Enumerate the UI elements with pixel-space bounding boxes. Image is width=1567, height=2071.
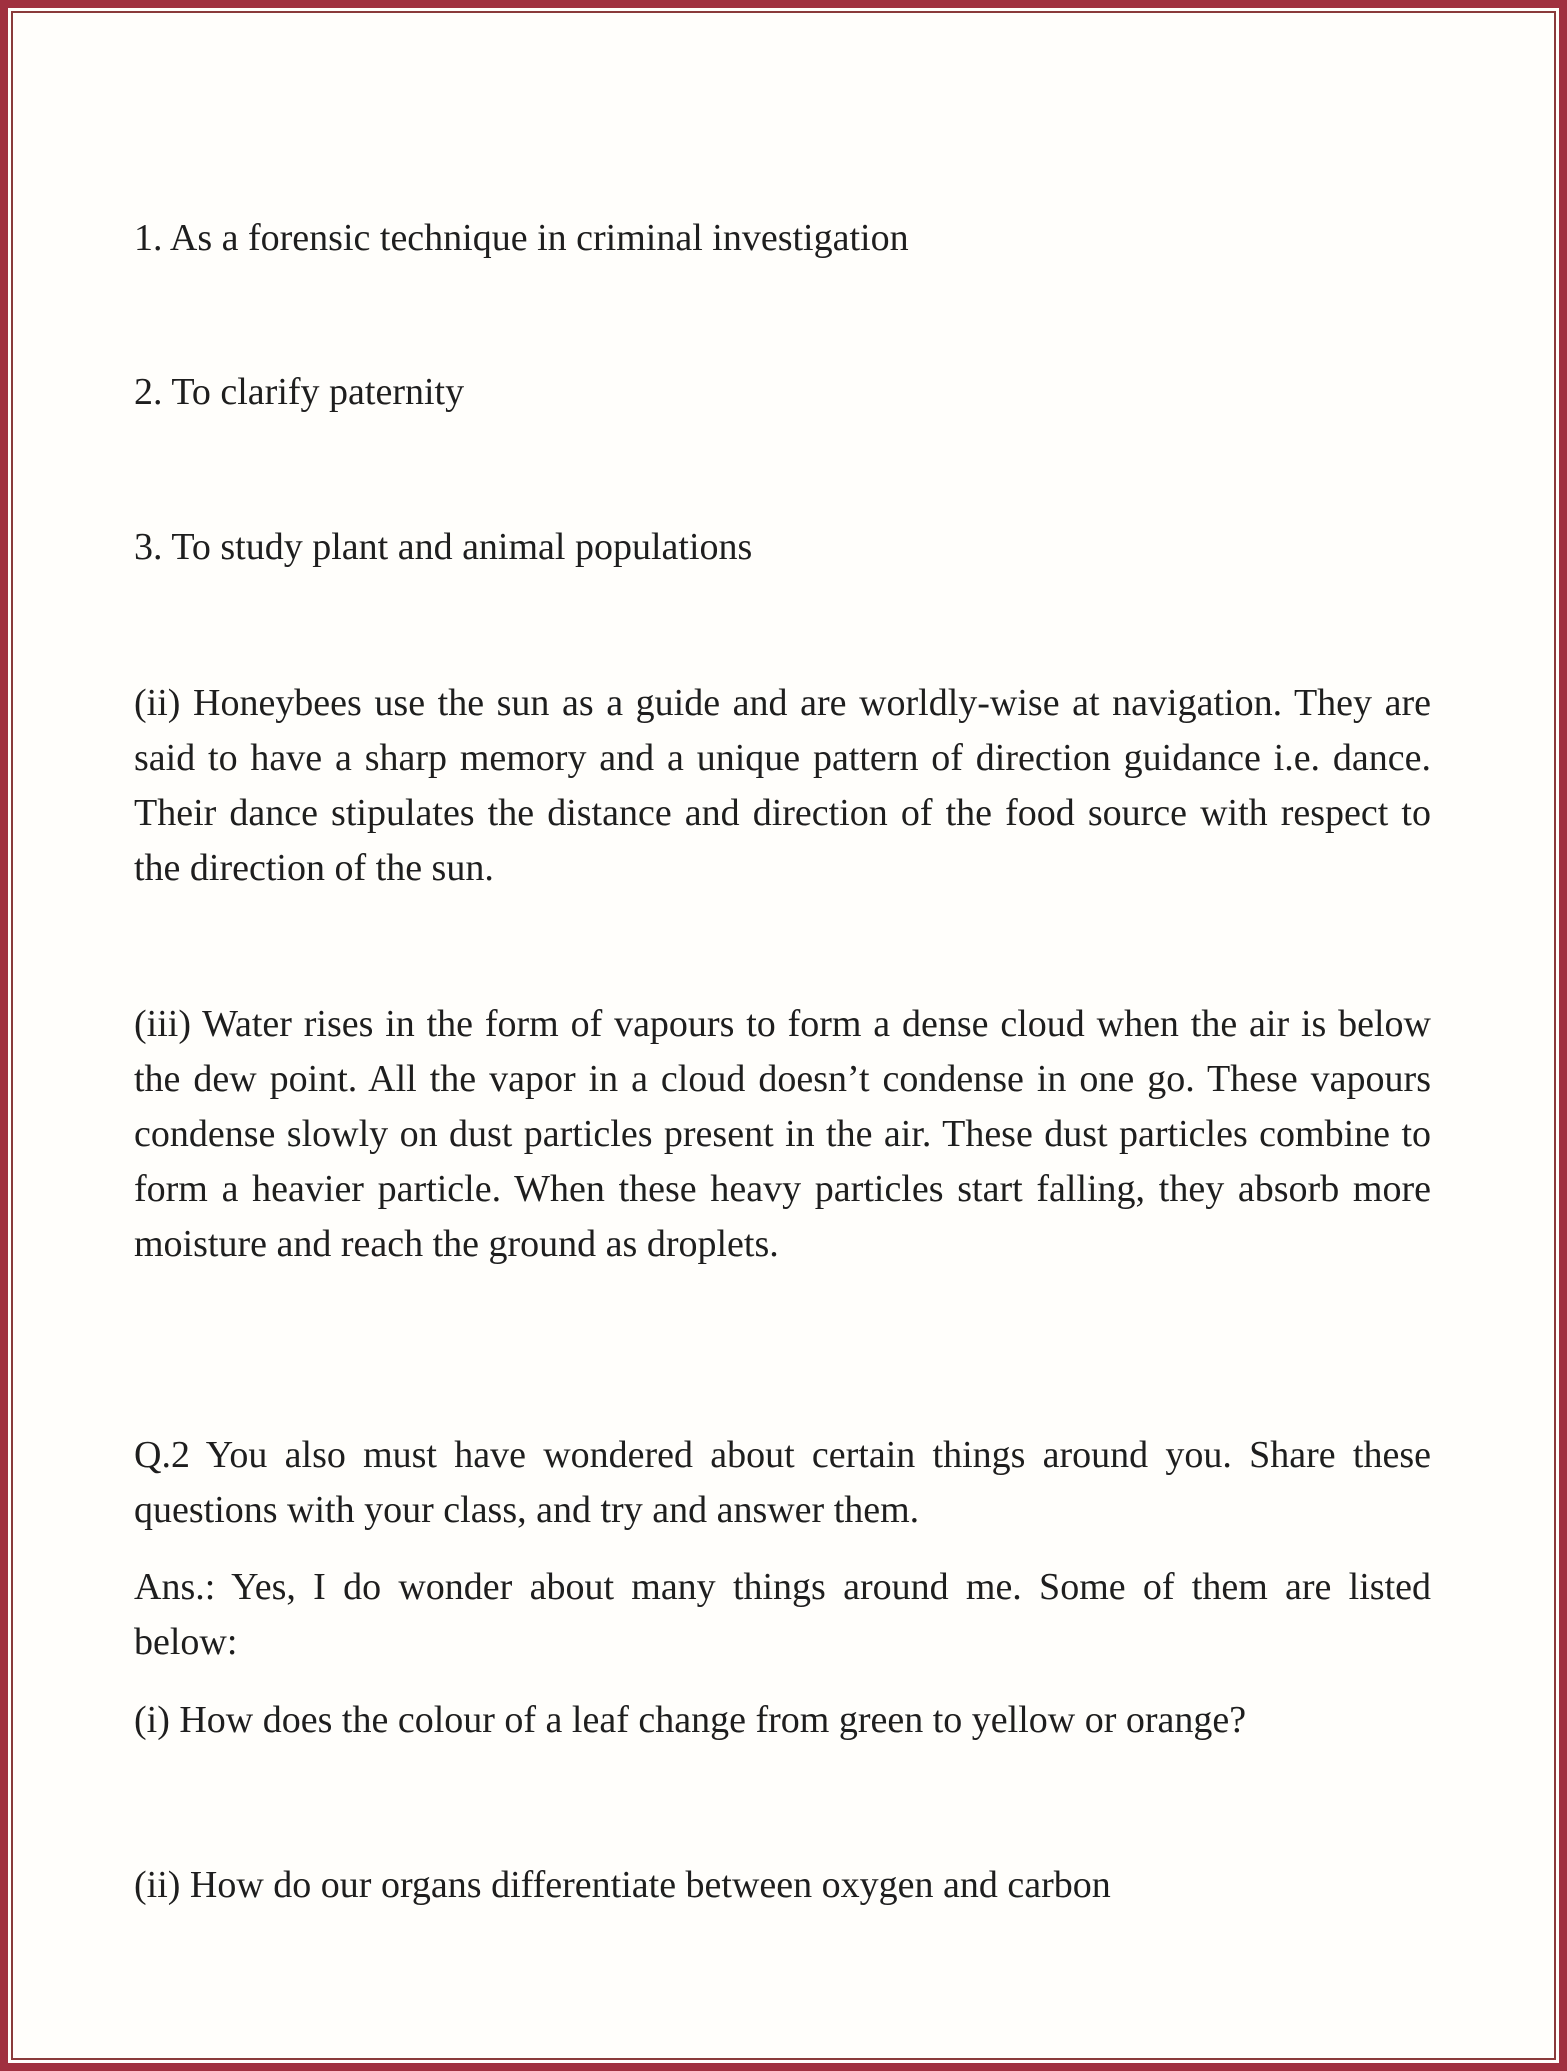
paragraph-ii: (ii) Honeybees use the sun as a guide and are worldly-wise at navigation. They are said to have a sharp memory and a unique pattern of direction guidance i.e. dance. Their dance stipulates the distance and direction of the food source with respect to the direction of the sun. (134, 682, 1431, 889)
answer-intro: Ans.: Yes, I do wonder about many things around me. Some of them are listed below: (134, 1566, 1431, 1663)
paragraph-iii: (iii) Water rises in the form of vapours to form a dense cloud when the air is below the dew point. All the vapor in a cloud doesn’t condense in one go. These vapours condense slowly on dust particles present in the air. These dust particles combine to form a heavier particle. When these heavy particles start falling, they absorb more moisture and reach the ground as droplets. (134, 1003, 1431, 1265)
list-item-1: 1. As a forensic technique in criminal investigation (134, 217, 909, 259)
question-2: Q.2 You also must have wondered about certain things around you. Share these questions with your class, and try and answer them. (134, 1434, 1431, 1531)
list-item-2: 2. To clarify paternity (134, 371, 465, 413)
list-item-3: 3. To study plant and animal populations (134, 526, 753, 568)
answer-item-i: (i) How does the colour of a leaf change from green to yellow or orange? (134, 1699, 1247, 1741)
answer-item-ii: (ii) How do our organs differentiate between oxygen and carbon (134, 1864, 1111, 1906)
